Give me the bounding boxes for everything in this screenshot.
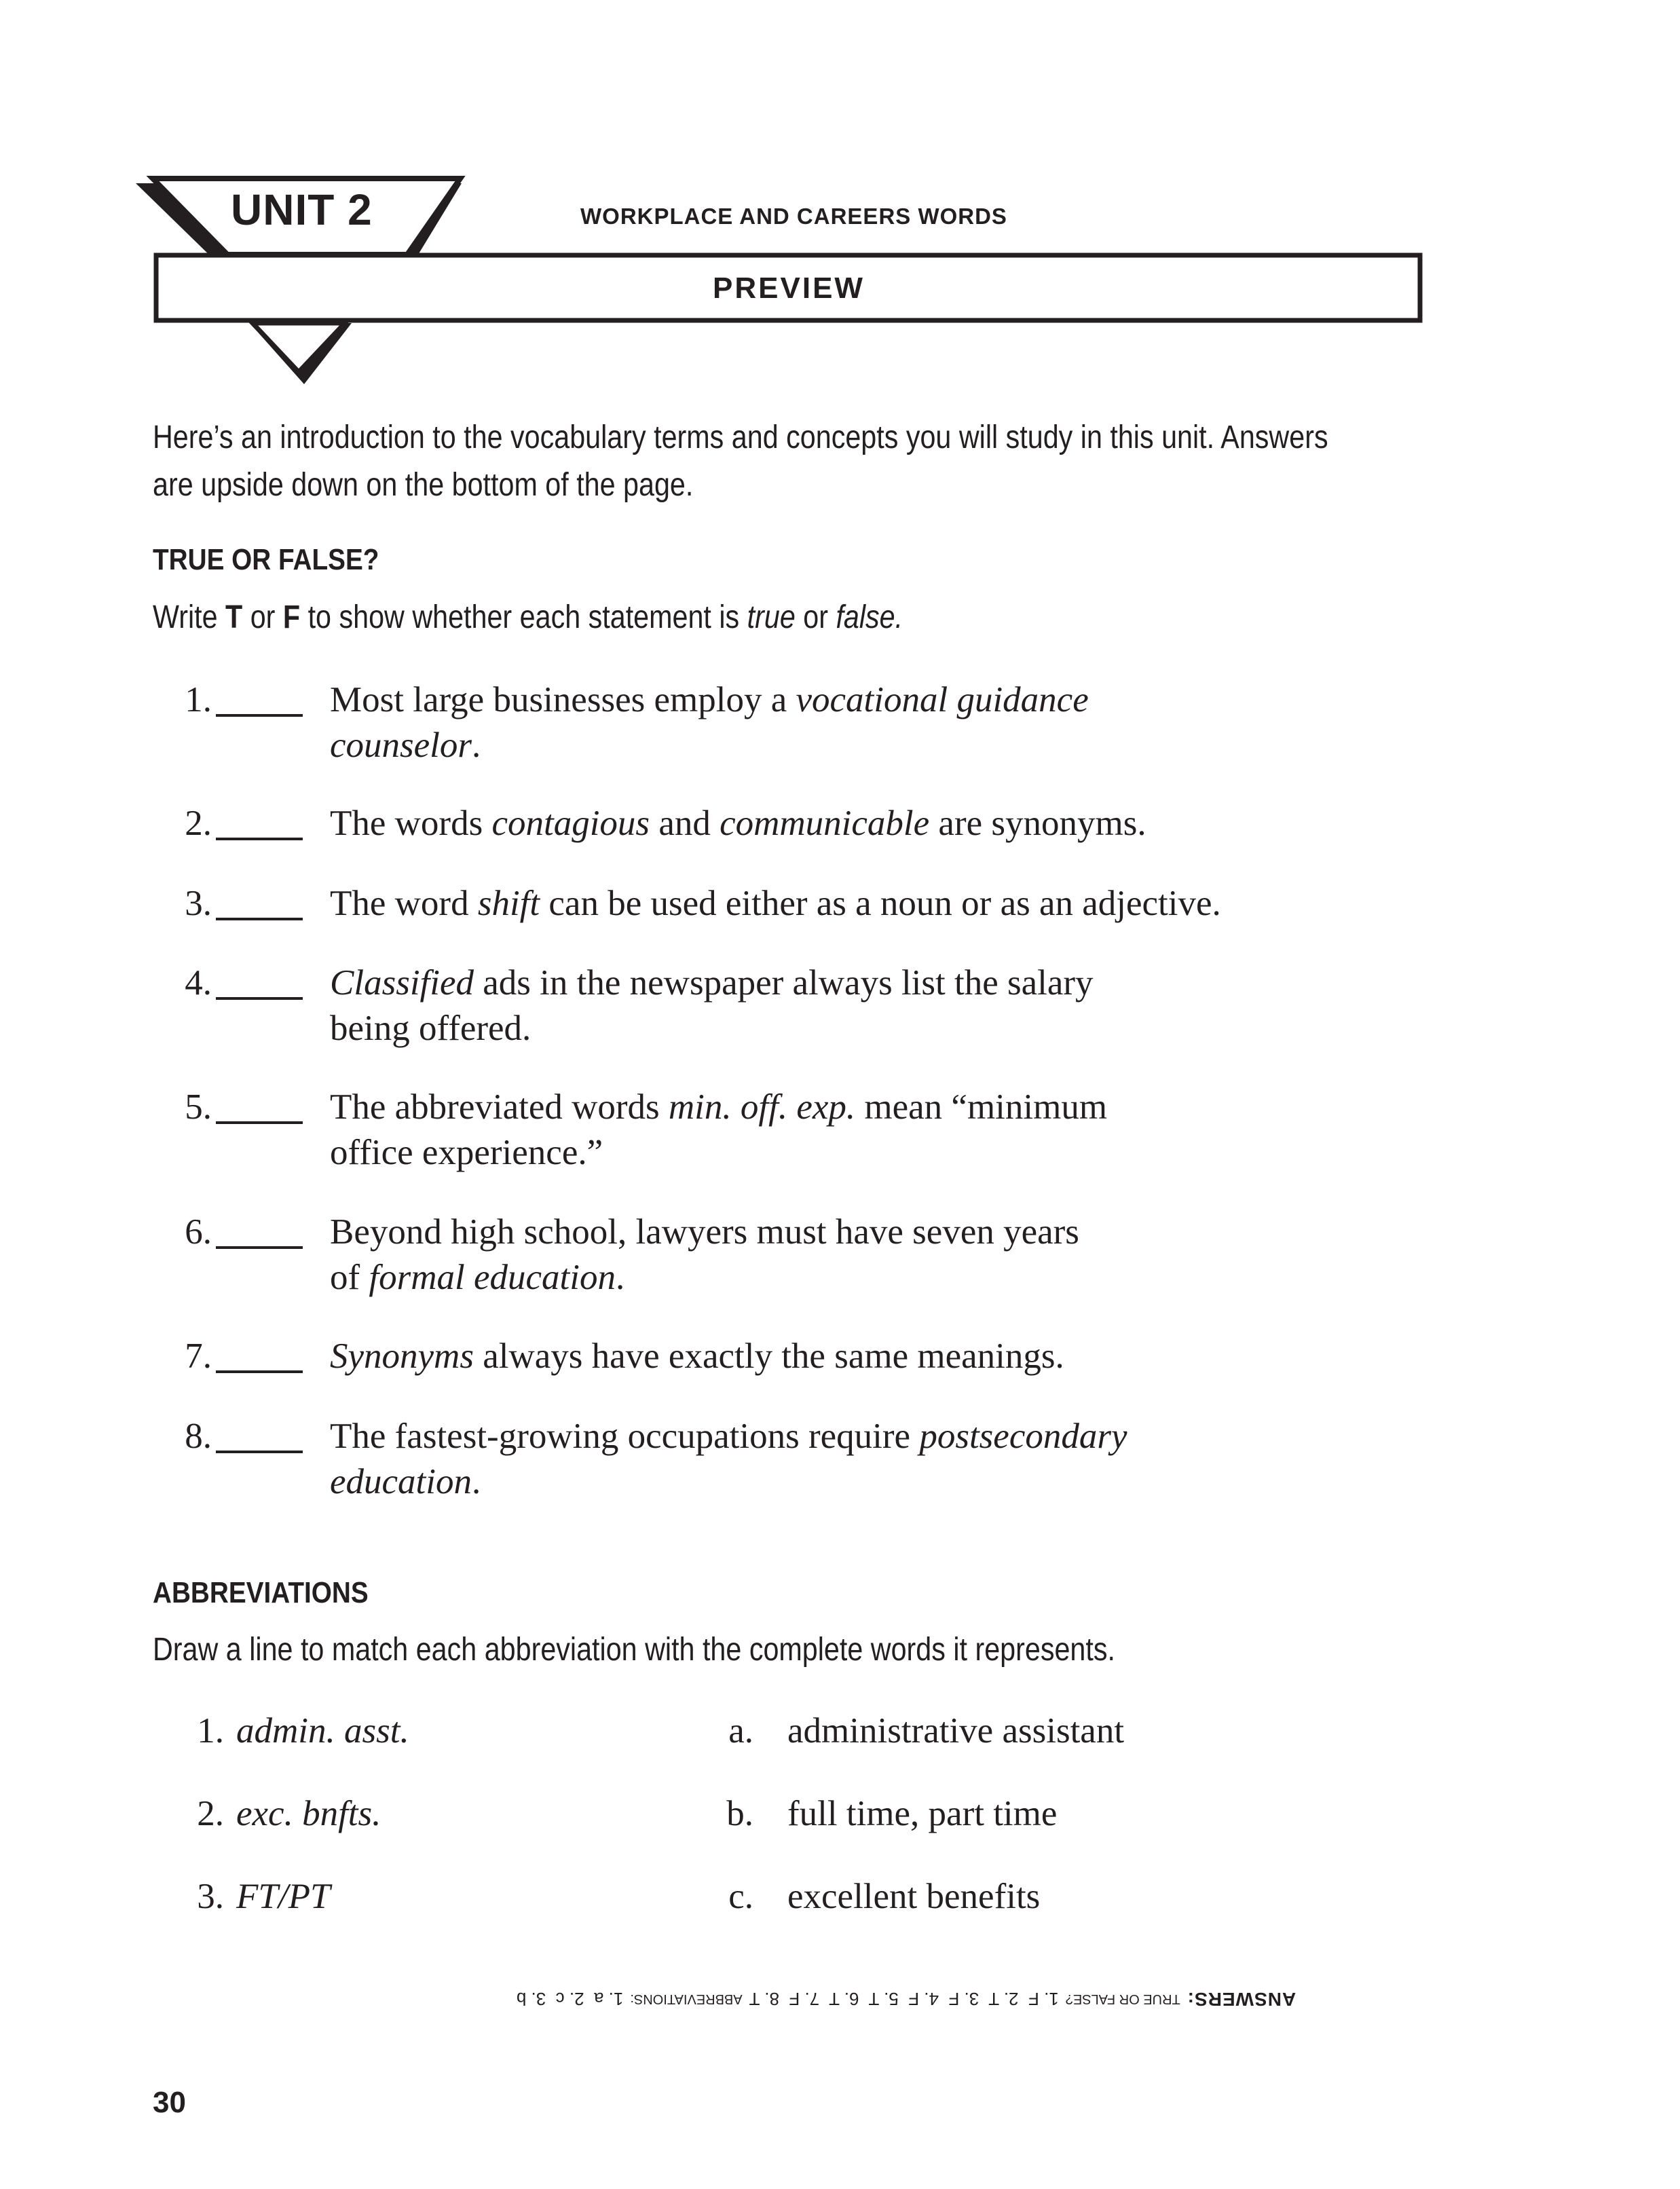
answer-blank[interactable] [216,1334,303,1373]
section-title: PREVIEW [713,272,865,305]
answer-blank[interactable] [216,1210,303,1249]
abbreviation: admin. asst. [236,1711,409,1751]
answer-blank[interactable] [216,881,303,920]
true-false-heading: TRUE OR FALSE? [153,543,379,576]
answer-blank[interactable] [216,1414,303,1453]
abbreviations-heading: ABBREVIATIONS [153,1576,369,1609]
answer-blank[interactable] [216,801,303,840]
true-false-instruction: Write T or F to show whether each statement is true or false. [153,599,903,635]
abbreviation: FT/PT [236,1877,331,1916]
full-words: full time, part time [787,1794,1058,1833]
upside-down-answers: ANSWERS: TRUE OR FALSE? 1. F 2. T 3. F 4. F 5. T 6. T 7. F 8. T ABBREVIATIONS: 1. a 2. c 3. b [516,1989,1296,2010]
answer-blank[interactable] [216,1085,303,1124]
answer-blank[interactable] [216,677,303,717]
intro-paragraph: Here’s an introduction to the vocabulary terms and concepts you will study in this unit. Answers are upside down on the bottom of the page. [153,419,1328,503]
full-words: administrative assistant [787,1711,1125,1751]
unit-subtitle: WORKPLACE AND CAREERS WORDS [580,204,1007,229]
answer-blank[interactable] [216,960,303,1000]
page-number: 30 [153,2086,186,2119]
abbreviations-instruction: Draw a line to match each abbreviation with the complete words it represents. [153,1632,1115,1668]
abbreviation: exc. bnfts. [236,1794,381,1833]
full-words: excellent benefits [787,1877,1041,1916]
unit-label: UNIT 2 [231,185,373,234]
